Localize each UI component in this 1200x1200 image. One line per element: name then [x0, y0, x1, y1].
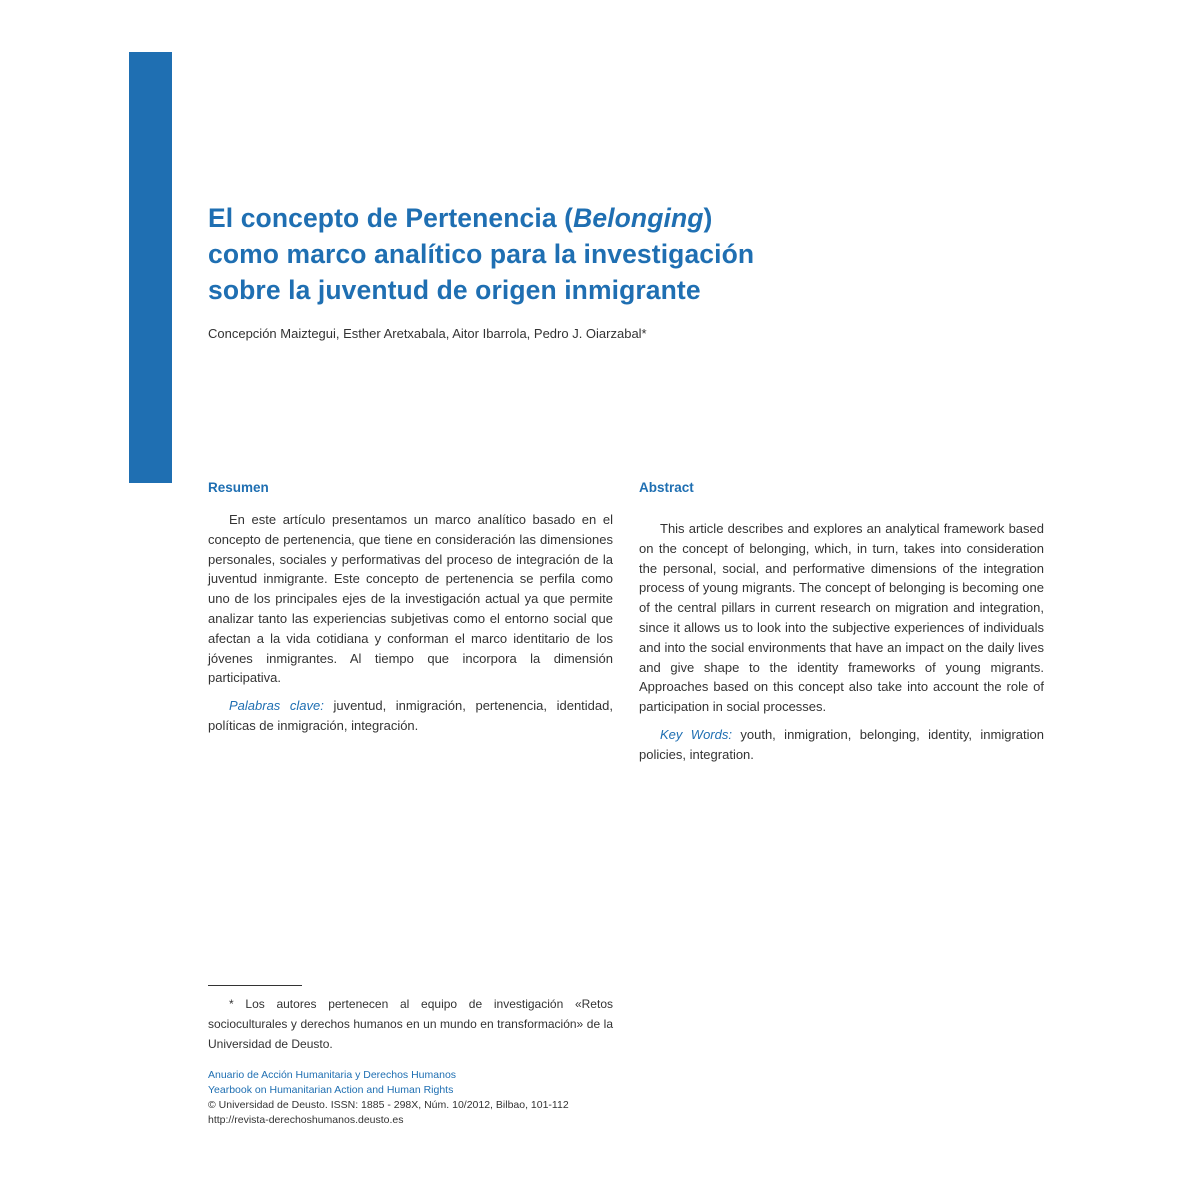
abstract-keywords-label: Key Words:: [660, 726, 732, 742]
journal-footer: [208, 1068, 569, 1128]
side-accent-bar: [129, 52, 172, 483]
resumen-keywords: [208, 696, 613, 736]
title-line1-suffix: ): [703, 203, 713, 233]
abstract-keywords: [639, 725, 1044, 765]
title-italic-term: Belonging: [573, 203, 704, 233]
abstract-section: [639, 478, 1044, 765]
resumen-keywords-text: juventud, inmigración, pertenencia, identidad, políticas de inmigración, integración.: [208, 698, 613, 733]
author-list: Concepción Maiztegui, Esther Aretxabala, Aitor Ibarrola, Pedro J. Oiarzabal*: [208, 326, 647, 341]
footnote: * Los autores pertenecen al equipo de investigación «Retos socioculturales y derechos humanos en un mundo en transformación» de la Universidad de Deusto.: [208, 997, 613, 1051]
abstract-body: This article describes and explores an analytical framework based on the concept of belonging, which, in turn, takes into consideration the personal, social, and performative dimensions of the integration process of young migrants. The concept of belonging is becoming one of the central pillars in current research on migration and integration, since it allows us to look into the subjective experiences of individuals and into the social environments that have an impact on the daily lives and give shape to the identity frameworks of young migrants. Approaches based on this concept also take into account the role of participation in social processes.: [639, 521, 1044, 715]
article-title: [208, 200, 908, 308]
title-line3: sobre la juventud de origen inmigrante: [208, 275, 701, 305]
abstract-heading: Abstract: [639, 480, 694, 495]
title-line1-prefix: El concepto de Pertenencia (: [208, 203, 574, 233]
journal-name-es: Anuario de Acción Humanitaria y Derechos Humanos: [208, 1069, 457, 1081]
journal-name-en: Yearbook on Humanitarian Action and Human Rights: [208, 1084, 454, 1096]
resumen-body: En este artículo presentamos un marco analítico basado en el concepto de pertenencia, que tiene en consideración las dimensiones personales, sociales y performativas del proceso de integración de la juventud inmigrante. Este concepto de pertenencia se perfila como uno de los principales ejes de la investigación actual ya que permite analizar tanto las experiencias subjetivas como el entorno social que afectan a la vida cotidiana y conforman el marco identitario de los jóvenes inmigrantes. Al tiempo que incorpora la dimensión participativa.: [208, 512, 613, 686]
journal-url[interactable]: http://revista-derechoshumanos.deusto.es: [208, 1114, 404, 1126]
abstract-keywords-text: youth, inmigration, belonging, identity, inmigration policies, integration.: [639, 726, 1044, 762]
resumen-keywords-label: Palabras clave:: [229, 698, 324, 714]
resumen-heading: Resumen: [208, 480, 269, 495]
resumen-section: [208, 478, 613, 736]
publisher-info: © Universidad de Deusto. ISSN: 1885 - 298X, Núm. 10/2012, Bilbao, 101-112: [208, 1099, 569, 1111]
footnote-divider: [208, 985, 302, 986]
title-line2: como marco analítico para la investigación: [208, 239, 755, 269]
title-line1: [208, 203, 712, 233]
